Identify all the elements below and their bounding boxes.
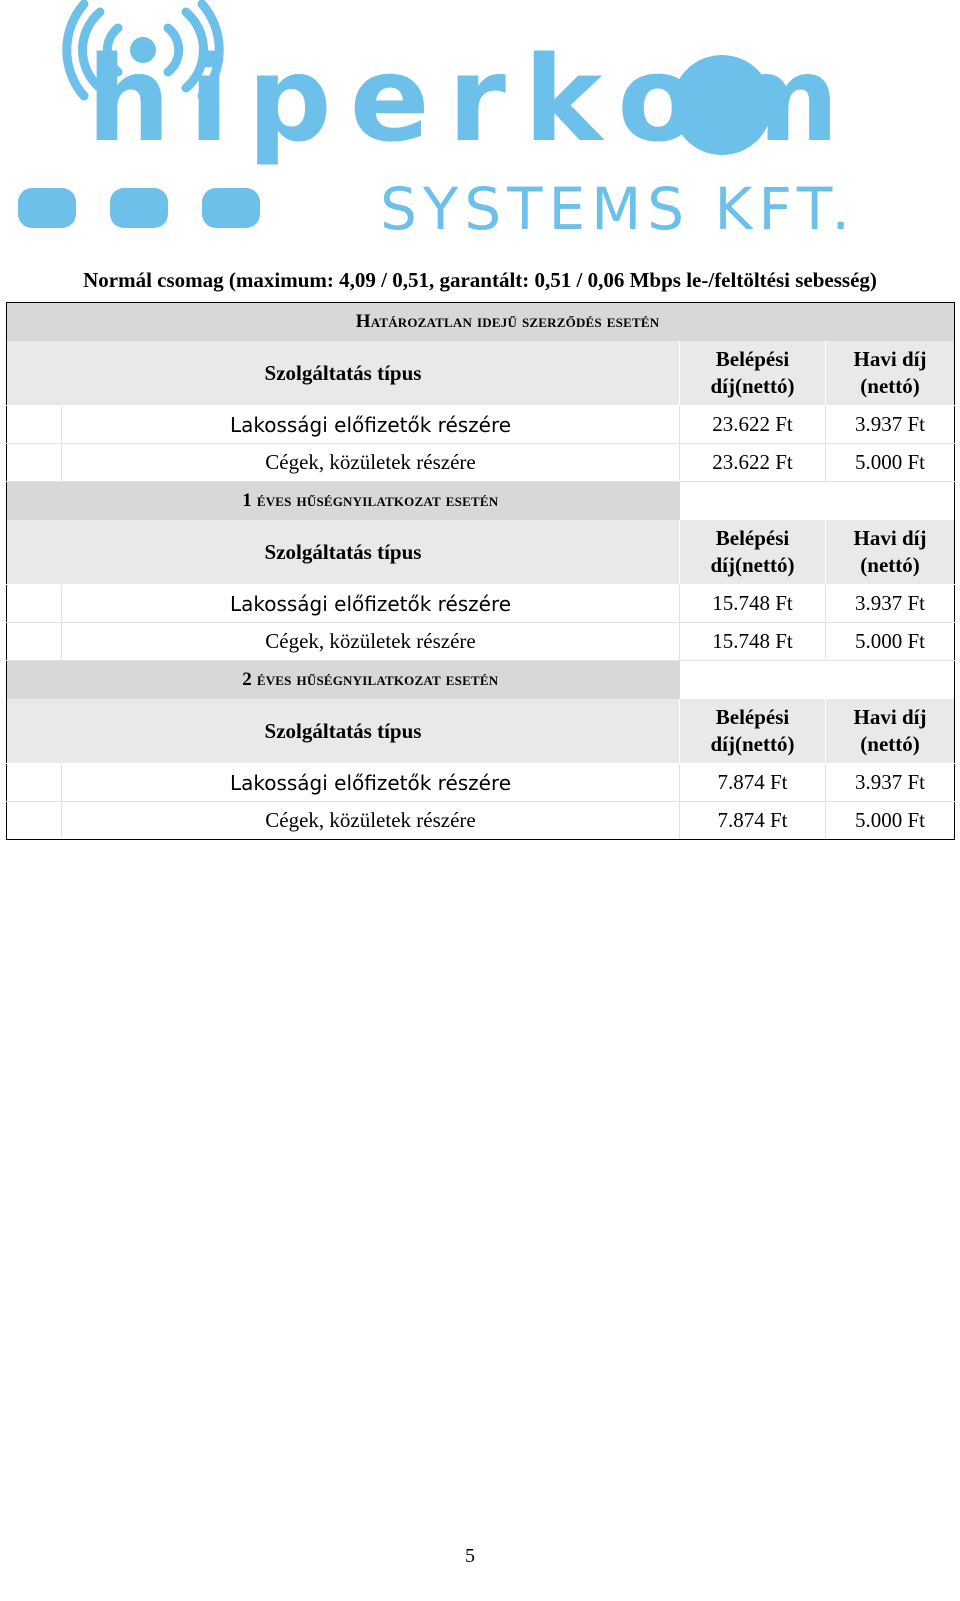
row-marker-cell xyxy=(7,764,62,802)
col-header-entry-line1: Belépési xyxy=(715,705,790,729)
col-header-monthly-line2: (nettó) xyxy=(860,374,920,398)
entry-fee-cell: 23.622 Ft xyxy=(680,444,826,482)
col-header-monthly-line1: Havi díj xyxy=(853,705,927,729)
entry-fee-cell: 15.748 Ft xyxy=(680,585,826,623)
col-header-monthly-line2: (nettó) xyxy=(860,553,920,577)
monthly-fee-cell: 3.937 Ft xyxy=(826,764,955,802)
col-header-monthly-line1: Havi díj xyxy=(853,347,927,371)
entry-fee-cell: 23.622 Ft xyxy=(680,406,826,444)
column-header-row xyxy=(7,341,955,406)
col-header-entry-fee xyxy=(680,341,826,406)
entry-fee-cell: 7.874 Ft xyxy=(680,802,826,840)
col-header-monthly-line1: Havi díj xyxy=(853,526,927,550)
service-type-cell: Lakossági előfizetők részére xyxy=(62,406,680,444)
page-number: 5 xyxy=(465,1545,475,1567)
section-title-spacer xyxy=(680,661,955,700)
col-header-monthly-fee xyxy=(826,520,955,585)
section-title: 1 éves hűségnyilatkozat esetén xyxy=(7,482,680,521)
col-header-service: Szolgáltatás típus xyxy=(7,699,680,764)
col-header-service: Szolgáltatás típus xyxy=(7,341,680,406)
service-type-cell: Cégek, közületek részére xyxy=(62,623,680,661)
monthly-fee-cell: 5.000 Ft xyxy=(826,623,955,661)
table-row xyxy=(7,444,955,482)
col-header-entry-line2: díj(nettó) xyxy=(710,374,795,398)
row-marker-cell xyxy=(7,623,62,661)
col-header-monthly-fee xyxy=(826,699,955,764)
section-title-spacer xyxy=(680,482,955,521)
service-type-cell: Lakossági előfizetők részére xyxy=(62,585,680,623)
service-type-cell: Cégek, közületek részére xyxy=(62,802,680,840)
section-title: Határozatlan idejű szerződés esetén xyxy=(7,303,955,342)
table-row xyxy=(7,585,955,623)
row-marker-cell xyxy=(7,585,62,623)
section-title-row xyxy=(7,482,955,521)
section-title-row xyxy=(7,303,955,342)
section-title-row xyxy=(7,661,955,700)
logo-wordmark: hiperkom xyxy=(86,30,858,168)
monthly-fee-cell: 5.000 Ft xyxy=(826,802,955,840)
entry-fee-cell: 7.874 Ft xyxy=(680,764,826,802)
entry-fee-cell: 15.748 Ft xyxy=(680,623,826,661)
company-logo xyxy=(0,0,960,245)
table-row xyxy=(7,623,955,661)
row-marker-cell xyxy=(7,406,62,444)
column-header-row xyxy=(7,699,955,764)
section-title: 2 éves hűségnyilatkozat esetén xyxy=(7,661,680,700)
row-marker-cell xyxy=(7,444,62,482)
monthly-fee-cell: 3.937 Ft xyxy=(826,585,955,623)
col-header-entry-fee xyxy=(680,699,826,764)
column-header-row xyxy=(7,520,955,585)
col-header-entry-line1: Belépési xyxy=(715,347,790,371)
price-table xyxy=(6,302,955,840)
package-heading: Normál csomag (maximum: 4,09 / 0,51, garantált: 0,51 / 0,06 Mbps le-/feltöltési sebesség) xyxy=(83,268,877,292)
service-type-cell: Lakossági előfizetők részére xyxy=(62,764,680,802)
table-row xyxy=(7,764,955,802)
service-type-cell: Cégek, közületek részére xyxy=(62,444,680,482)
col-header-entry-line2: díj(nettó) xyxy=(710,553,795,577)
table-row xyxy=(7,802,955,840)
monthly-fee-cell: 5.000 Ft xyxy=(826,444,955,482)
logo-subline: SYSTEMS KFT. xyxy=(380,175,856,243)
col-header-monthly-line2: (nettó) xyxy=(860,732,920,756)
row-marker-cell xyxy=(7,802,62,840)
col-header-entry-line1: Belépési xyxy=(715,526,790,550)
col-header-monthly-fee xyxy=(826,341,955,406)
col-header-entry-line2: díj(nettó) xyxy=(710,732,795,756)
monthly-fee-cell: 3.937 Ft xyxy=(826,406,955,444)
col-header-service: Szolgáltatás típus xyxy=(7,520,680,585)
col-header-entry-fee xyxy=(680,520,826,585)
table-row xyxy=(7,406,955,444)
